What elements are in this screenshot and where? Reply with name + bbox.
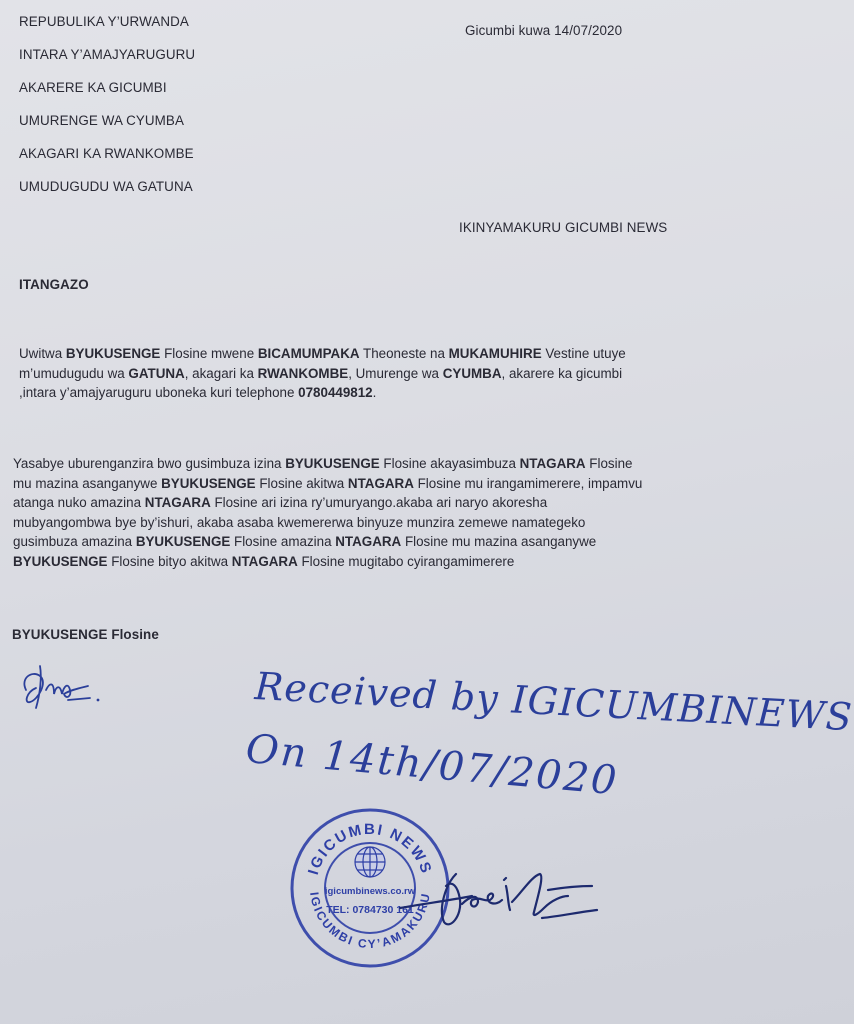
emphasized-text: RWANKOMBE (257, 365, 349, 381)
body-text: gusimbuza amazina (13, 534, 136, 549)
announcement-line (19, 383, 626, 403)
body-text: Flosine (585, 456, 633, 471)
body-text: Flosine akitwa (255, 475, 348, 491)
body-text: Flosine ari izina ry’umuryango.akaba ari naryo akoresha (210, 495, 548, 510)
body-text: Flosine mugitabo cyirangamimerere (297, 553, 515, 569)
body-text: mubyangombwa bye by’ishuri, akaba asaba kwemererwa binyuze munzira zemewe namategeko (13, 514, 586, 530)
emphasized-text: BYUKUSENGE (161, 475, 256, 491)
recipient: IKINYAMAKURU GICUMBI NEWS (459, 220, 668, 235)
body-text: m’umudugudu wa (19, 365, 129, 381)
body-text: mu mazina asanganywe (13, 475, 162, 491)
emphasized-text: BICAMUMPAKA (257, 346, 360, 361)
emphasized-text: GATUNA (128, 365, 185, 381)
emphasized-text: NTAGARA (231, 553, 298, 569)
body-text: Flosine mu irangamimerere, impamvu (413, 475, 643, 491)
paragraph-announcement (19, 344, 626, 403)
applicant-signature (18, 660, 108, 716)
emphasized-text: 0780449812 (298, 385, 373, 400)
body-text: , Umurenge wa (348, 365, 443, 381)
signatory-name: BYUKUSENGE Flosine (12, 627, 159, 642)
place-date: Gicumbi kuwa 14/07/2020 (465, 23, 623, 38)
address-line-village: UMUDUGUDU WA GATUNA (19, 179, 193, 194)
body-text: Flosine amazina (230, 534, 336, 549)
address-line-cell: AKAGARI KA RWANKOMBE (19, 146, 194, 161)
announcement-line (19, 344, 626, 364)
stamp-website: igicumbinews.co.rw (324, 886, 416, 897)
address-line-district: AKARERE KA GICUMBI (19, 80, 167, 95)
paragraph-request (13, 454, 642, 571)
announcement-line (19, 364, 626, 384)
emphasized-text: NTAGARA (519, 456, 586, 471)
body-text: Yasabye uburenganzira bwo gusimbuza izina (13, 456, 286, 471)
stamp-bottom-text: IGICUMBI CY’AMAKURU (307, 890, 434, 952)
stamp-tel: TEL: 0784730 161 (326, 904, 414, 916)
body-text: Flosine mwene (160, 346, 258, 361)
request-line (13, 454, 642, 474)
emphasized-text: BYUKUSENGE (135, 534, 231, 549)
body-text: . (372, 385, 377, 400)
emphasized-text: BYUKUSENGE (285, 456, 380, 471)
request-line (13, 474, 642, 494)
body-text: , akagari ka (184, 365, 258, 381)
body-text: , akarere ka gicumbi (501, 365, 623, 381)
handwritten-received-date: On 14th/07/2020 (243, 726, 621, 805)
emphasized-text: MUKAMUHIRE (448, 346, 542, 361)
emphasized-text: NTAGARA (347, 475, 414, 491)
body-text: Uwitwa (19, 346, 66, 361)
body-text: Flosine akayasimbuza (379, 456, 520, 471)
body-text: Flosine bityo akitwa (107, 553, 232, 569)
emphasized-text: NTAGARA (144, 495, 211, 510)
body-text: Vestine utuye (541, 346, 626, 361)
request-line (13, 493, 642, 513)
body-text: atanga nuko amazina (13, 495, 145, 510)
emphasized-text: BYUKUSENGE (13, 553, 108, 569)
handwritten-received-note: Received by IGICUMBINEWS (253, 664, 854, 740)
address-line-country: REPUBULIKA Y’URWANDA (19, 14, 189, 29)
globe-icon (355, 847, 385, 877)
address-line-province: INTARA Y’AMAJYARUGURU (19, 47, 196, 62)
emphasized-text: CYUMBA (442, 365, 502, 381)
body-text: ,intara y’amajyaruguru uboneka kuri telephone (19, 385, 299, 400)
body-text: Flosine mu mazina asanganywe (401, 534, 597, 549)
document-title: ITANGAZO (19, 277, 89, 292)
body-text: Theoneste na (359, 346, 449, 361)
request-line (13, 532, 642, 552)
request-line (13, 513, 642, 533)
address-line-sector: UMURENGE WA CYUMBA (19, 113, 184, 128)
emphasized-text: NTAGARA (335, 534, 402, 549)
request-line (13, 552, 642, 572)
stamp-top-text: IGICUMBI NEWS (304, 820, 436, 877)
receiver-signature (392, 856, 607, 936)
emphasized-text: BYUKUSENGE (65, 346, 161, 361)
